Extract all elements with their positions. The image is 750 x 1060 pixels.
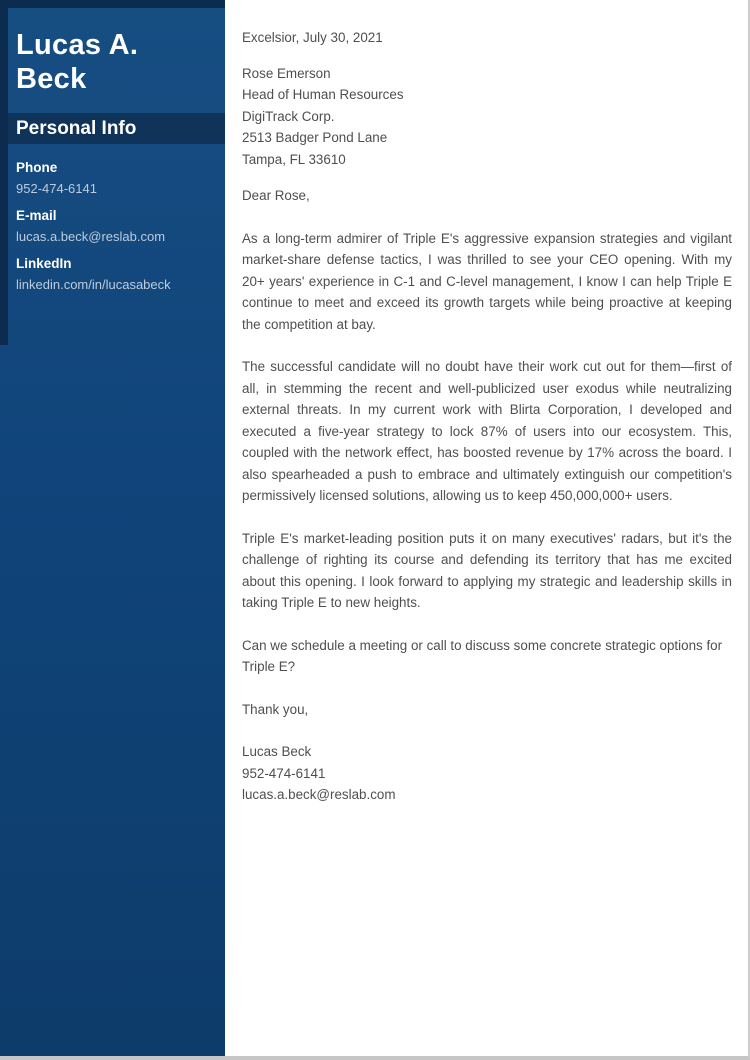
signature-phone: 952-474-6141 xyxy=(242,765,326,781)
salutation: Dear Rose, xyxy=(242,188,310,203)
linkedin-field xyxy=(16,254,211,295)
linkedin-label: LinkedIn xyxy=(16,256,72,271)
phone-field xyxy=(16,158,211,199)
personal-info-section-header xyxy=(0,113,225,144)
signature-name: Lucas Beck xyxy=(242,744,312,759)
recipient-street: 2513 Badger Pond Lane xyxy=(242,130,388,145)
candidate-name: Lucas A. Beck xyxy=(16,29,139,95)
signoff: Thank you, xyxy=(242,701,309,717)
linkedin-value: linkedin.com/in/lucasabeck xyxy=(16,277,171,292)
sidebar-left-accent-bar xyxy=(0,0,8,345)
email-value: lucas.a.beck@reslab.com xyxy=(16,229,166,244)
recipient-title: Head of Human Resources xyxy=(242,87,404,102)
signature-block xyxy=(242,741,732,806)
email-field xyxy=(16,206,211,247)
closing-question: Can we schedule a meeting or call to discuss some concrete strategic options for Triple E? xyxy=(242,637,723,674)
recipient-block xyxy=(242,63,732,171)
paragraph-1: As a long-term admirer of Triple E's aggressive expansion strategies and vigilant market-share defense tactics, I was thrilled to see your CEO opening. With my 20+ years' experience in C-1 and C-level management, I know I can help Triple E continue to meet and exceed its growth targets while being proactive at keeping the competition at bay. xyxy=(242,230,732,332)
personal-info-fields xyxy=(0,144,225,295)
personal-info-title: Personal Info xyxy=(16,117,137,139)
sidebar-top-accent-bar xyxy=(0,0,225,8)
paragraph-3: Triple E's market-leading position puts it on many executives' radars, but it's the challenge of righting its course and defending its territory that has me excited about this opening. I look forward to applying my strategic and leadership skills in taking Triple E to new heights. xyxy=(242,530,732,610)
date-line: Excelsior, July 30, 2021 xyxy=(242,30,383,45)
recipient-name: Rose Emerson xyxy=(242,65,331,81)
email-label: E-mail xyxy=(16,208,57,223)
paragraph-2: The successful candidate will no doubt have their work cut out for them—first of all, in stemming the recent and well-publicized user exodus while neutralizing external threats. In my current work with Blirta Corporation, I developed and executed a five-year strategy to lock 87% of users into our ecosystem. This, coupled with the network effect, has boosted revenue by 17% across the board. I also spearheaded a push to embrace and ultimately extinguish our competition's permissively licensed solutions, allowing us to keep 450,000,000+ users. xyxy=(242,359,732,503)
sidebar xyxy=(0,0,225,1056)
phone-value: 952-474-6141 xyxy=(16,181,97,196)
letter-body xyxy=(225,0,748,1056)
phone-label: Phone xyxy=(16,160,58,175)
recipient-company: DigiTrack Corp. xyxy=(242,108,335,124)
signature-email: lucas.a.beck@reslab.com xyxy=(242,787,396,802)
recipient-city: Tampa, FL 33610 xyxy=(242,151,346,167)
